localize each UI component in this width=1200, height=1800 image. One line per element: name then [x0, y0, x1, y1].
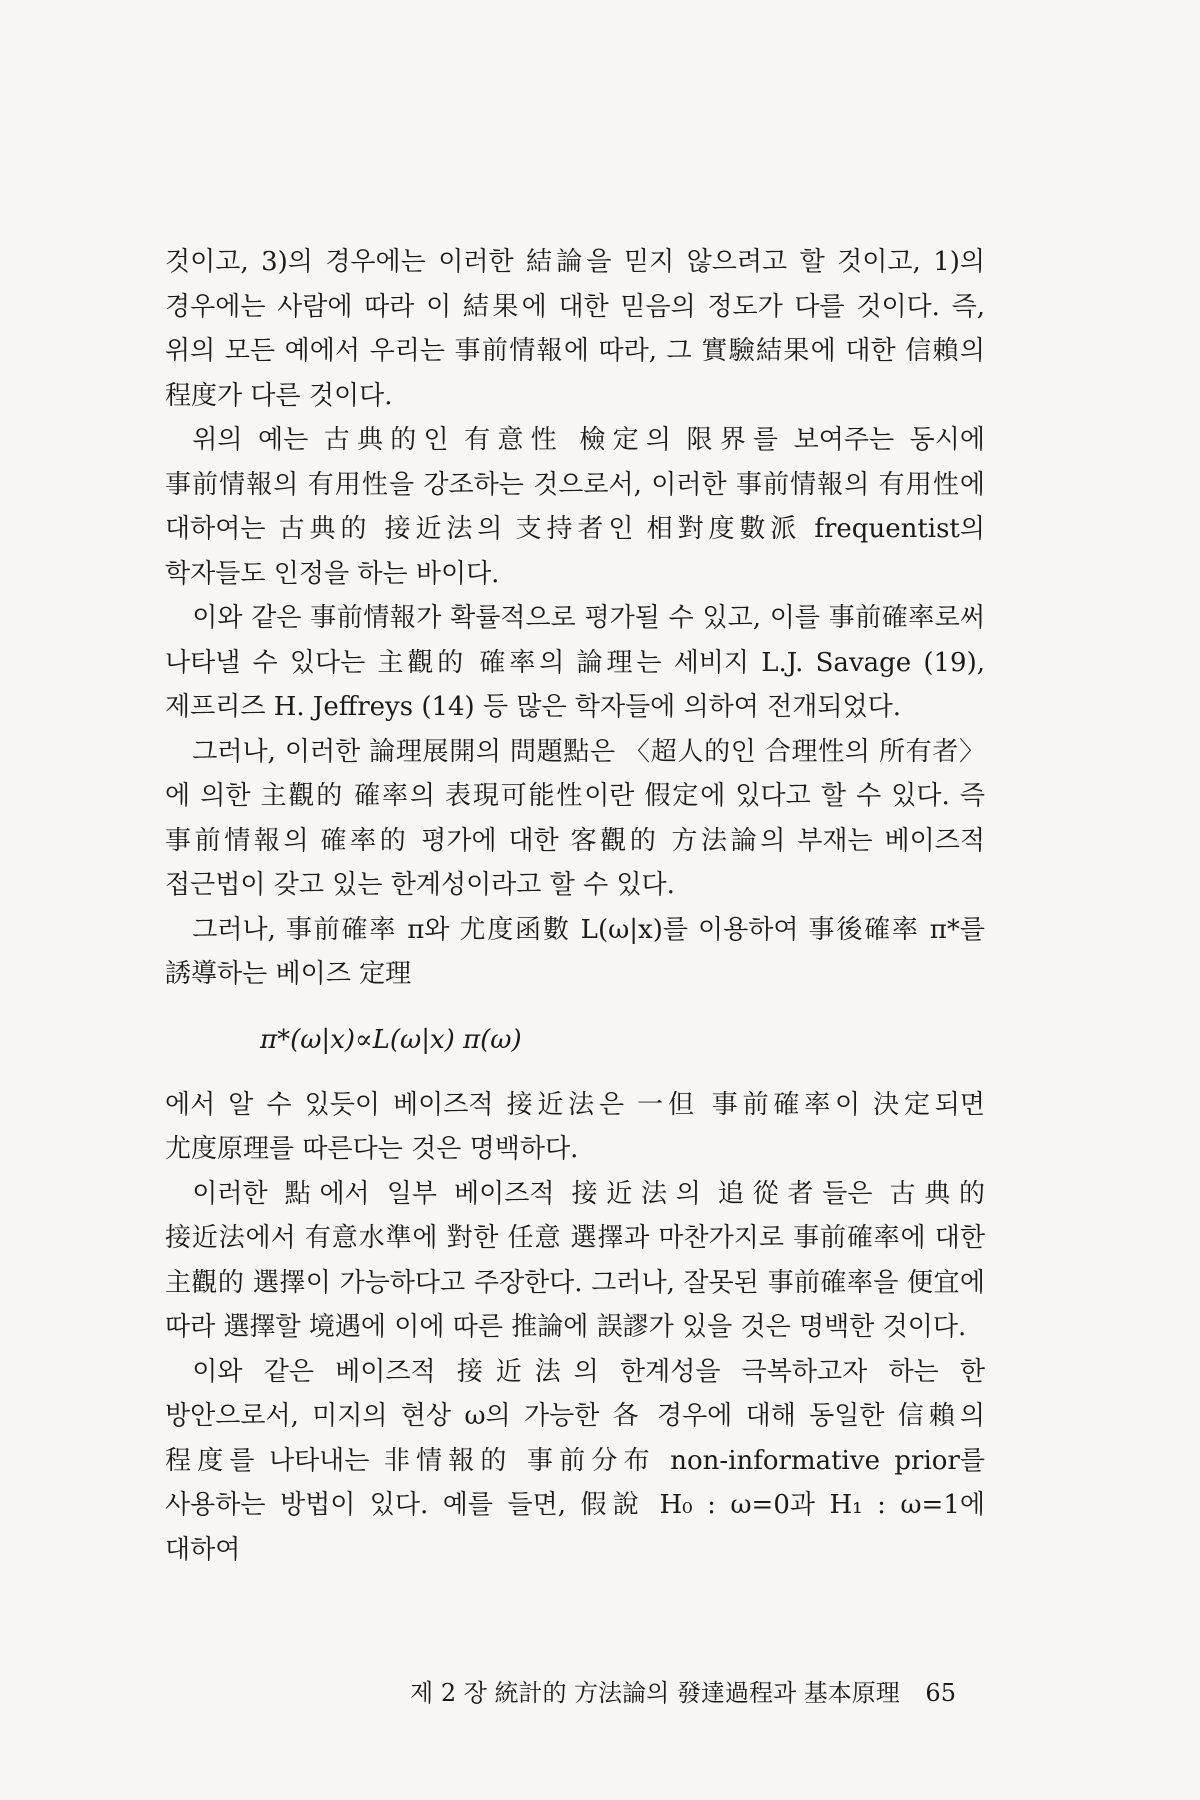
- paragraph-4: 그러나, 이러한 論理展開의 問題點은 〈超人的인 合理性의 所有者〉에 의한 主觀的 確率의 表現可能性이란 假定에 있다고 할 수 있다. 즉 事前情報의 確率的 평가에 대한 客觀的 方法論의 부재는 베이즈적 접근법이 갖고 있는 한계성이라고 할 수 있다.: [165, 736, 985, 900]
- page-number: 65: [925, 1679, 956, 1707]
- paragraph-7: 이러한 點에서 일부 베이즈적 接近法의 追從者들은 古典的 接近法에서 有意水準에 對한 任意 選擇과 마찬가지로 事前確率에 대한 主觀的 選擇이 가능하다고 주장한다. 그러나, 잘못된 事前確率을 便宜에 따라 選擇할 境遇에 이에 따른 推論에 誤謬가 있을 것은 명백한 것이다.: [165, 1178, 985, 1342]
- paragraph-2: 위의 예는 古典的인 有意性 檢定의 限界를 보여주는 동시에 事前情報의 有用性을 강조하는 것으로서, 이러한 事前情報의 有用性에 대하여는 古典的 接近法의 支持者인 相對度數派 frequentist의 학자들도 인정을 하는 바이다.: [165, 425, 985, 589]
- page-footer: [410, 1678, 970, 1708]
- paragraph-6: 에서 알 수 있듯이 베이즈적 接近法은 一但 事前確率이 決定되면 尤度原理를 따른다는 것은 명백하다.: [165, 1089, 985, 1164]
- running-head: 제 2 장 統計的 方法論의 發達過程과 基本原理: [410, 1679, 900, 1707]
- main-text: [165, 240, 985, 1572]
- bayes-theorem-equation: π*(ω|x)∝L(ω|x) π(ω): [260, 1024, 522, 1055]
- paragraph-5: 그러나, 事前確率 π와 尤度函數 L(ω|x)를 이용하여 事後確率 π*를 誘導하는 베이즈 定理: [165, 914, 985, 989]
- paragraph-8: 이와 같은 베이즈적 接近法의 한계성을 극복하고자 하는 한 방안으로서, 미지의 현상 ω의 가능한 各 경우에 대해 동일한 信賴의 程度를 나타내는 非情報的 事前分布 non-informative prior를 사용하는 방법이 있다. 예를 들면, 假說 H₀ : ω=0과 H₁ : ω=1에 대하여: [165, 1356, 985, 1565]
- paragraph-3: 이와 같은 事前情報가 확률적으로 평가될 수 있고, 이를 事前確率로써 나타낼 수 있다는 主觀的 確率의 論理는 세비지 L.J. Savage (19), 제프리즈 H. Jeffreys (14) 등 많은 학자들에 의하여 전개되었다.: [165, 603, 985, 722]
- paragraph-1: 것이고, 3)의 경우에는 이러한 結論을 믿지 않으려고 할 것이고, 1)의 경우에는 사람에 따라 이 結果에 대한 믿음의 정도가 다를 것이다. 즉, 위의 모든 예에서 우리는 事前情報에 따라, 그 實驗結果에 대한 信賴의 程度가 다른 것이다.: [165, 247, 985, 411]
